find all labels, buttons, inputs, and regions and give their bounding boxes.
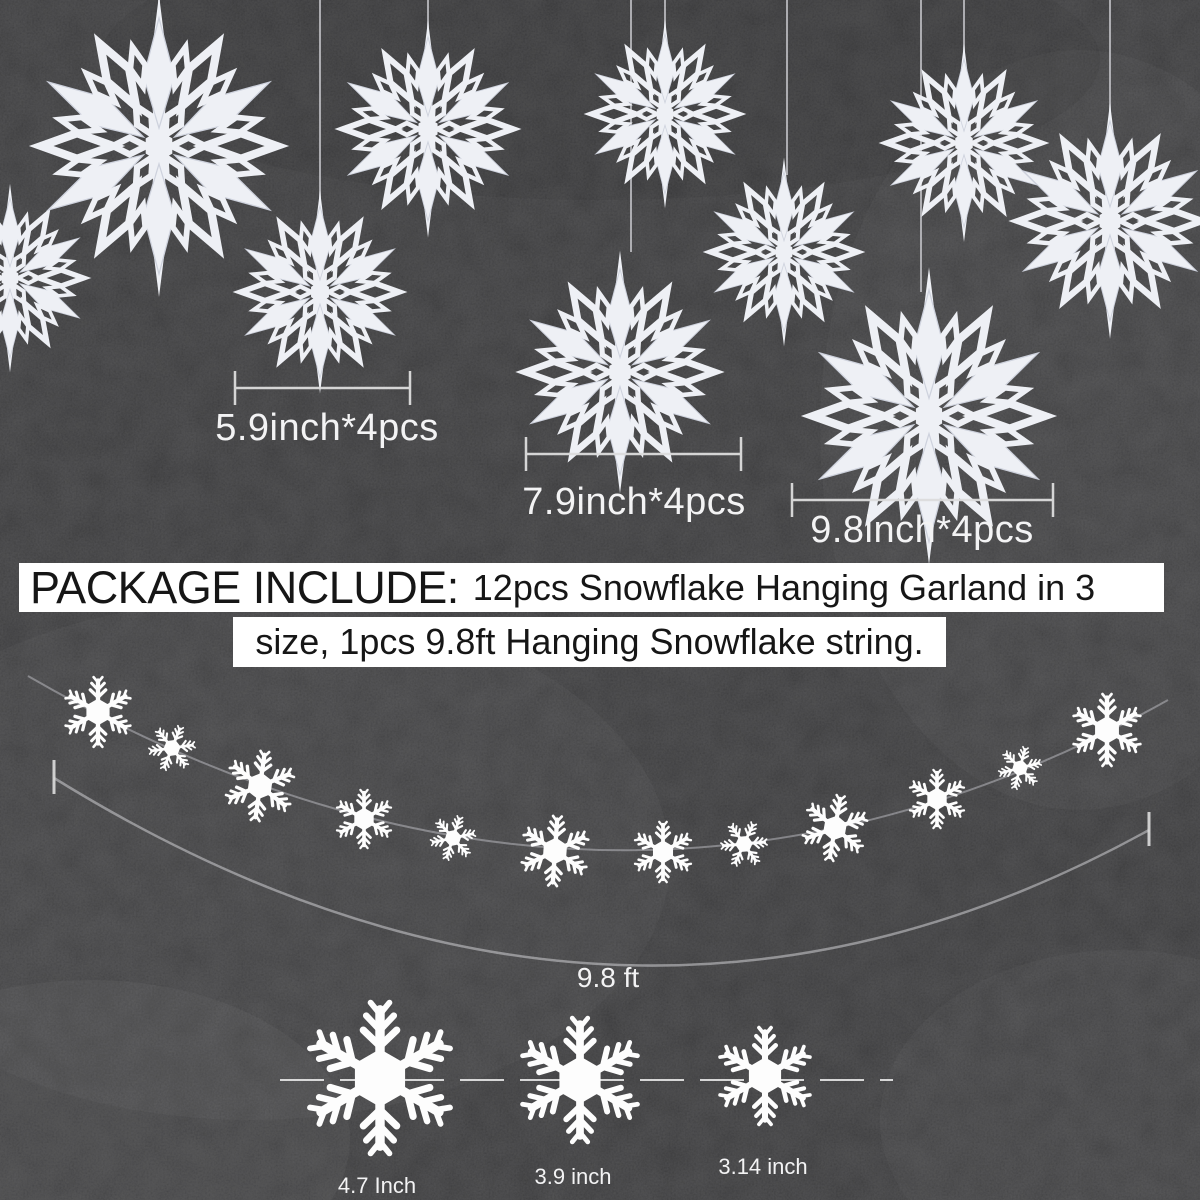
package-banner-line1 [19, 563, 1164, 612]
size-label-314: 3.14 inch [718, 1154, 808, 1179]
measurement-label-large: 9.8inch*4pcs [810, 509, 1034, 551]
package-banner-text1: 12pcs Snowflake Hanging Garland in 3 [472, 566, 1096, 608]
measurement-label-medium: 7.9inch*4pcs [522, 481, 746, 523]
garland-length-label: 9.8 ft [576, 962, 640, 993]
package-banner-line2 [233, 617, 946, 667]
measurement-label-small: 5.9inch*4pcs [215, 407, 439, 449]
size-label-47: 4.7 Inch [337, 1173, 417, 1198]
package-banner-text2: size, 1pcs 9.8ft Hanging Snowflake string. [255, 621, 924, 662]
package-banner-heading: PACKAGE INCLUDE: [30, 561, 459, 613]
size-label-39: 3.9 inch [534, 1164, 612, 1189]
